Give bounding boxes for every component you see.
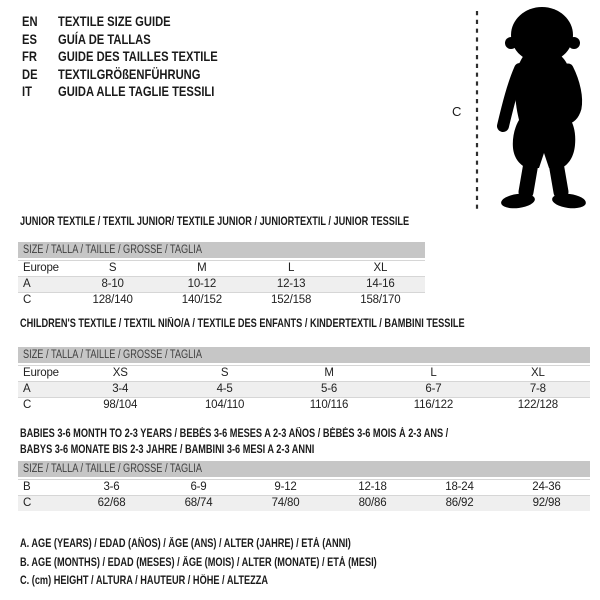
guide-title-fr: GUIDE DES TAILLES TEXTILE <box>58 48 218 64</box>
size-header-text: SIZE / TALLA / TAILLE / GRÖSSE / TAGLIA <box>23 244 202 256</box>
row-label: C <box>23 497 32 509</box>
row-label: A <box>23 383 31 395</box>
table-cell: 24-36 <box>532 481 561 493</box>
table-row <box>18 276 425 292</box>
language-row <box>22 48 218 66</box>
table-cell: 152/158 <box>271 294 312 306</box>
table-cell: 12-13 <box>276 278 306 290</box>
table-cell: 7-8 <box>529 383 546 395</box>
table-cell: 5-6 <box>321 383 338 395</box>
size-header-bar <box>18 242 425 258</box>
table-cell: 6-9 <box>190 481 207 493</box>
language-code: EN <box>22 13 38 29</box>
table-cell: S <box>220 367 229 379</box>
row-label: Europe <box>23 367 59 379</box>
baby-figure-svg <box>440 3 598 215</box>
guide-title-it: GUIDA ALLE TAGLIE TESSILI <box>58 83 215 99</box>
table-row <box>18 365 590 381</box>
section-babies-textile <box>18 426 590 511</box>
table-cell: 14-16 <box>366 278 395 290</box>
table-cell: 3-6 <box>103 481 120 493</box>
section-childrens-textile <box>18 317 590 413</box>
baby-silhouette-icon <box>500 7 586 210</box>
table-cell: 104/110 <box>204 399 245 411</box>
baby-figure <box>440 3 598 215</box>
table-row <box>18 397 590 413</box>
size-header-text: SIZE / TALLA / TAILLE / GRÖSSE / TAGLIA <box>23 349 202 361</box>
guide-title-de: TEXTILGRÖßENFÜHRUNG <box>58 65 201 82</box>
table-cell: XL <box>530 367 545 379</box>
footnote-a-age-years: A. AGE (YEARS) / EDAD (AÑOS) / ÂGE (ANS) / ALTER (JAHRE) / ETÀ (ANNI) <box>20 538 351 550</box>
footnote-b-age-months: B. AGE (MONTHS) / EDAD (MESES) / ÂGE (MOIS) / ALTER (MONATE) / ETÀ (MESI) <box>20 556 377 569</box>
babies-size-table <box>18 461 590 511</box>
table-row <box>18 381 590 397</box>
table-row <box>18 292 425 308</box>
table-cell: 3-4 <box>112 383 129 395</box>
table-cell: M <box>324 367 334 379</box>
footnote-c-height: C. (cm) HEIGHT / ALTURA / HAUTEUR / HÖHE / ALTEZZA <box>20 575 269 587</box>
section-junior-textile <box>18 215 506 308</box>
language-row <box>22 31 218 49</box>
size-header-bar <box>18 347 590 363</box>
table-cell: S <box>108 262 117 274</box>
guide-title-es: GUÍA DE TALLAS <box>58 30 151 47</box>
table-cell: 80/86 <box>358 497 387 509</box>
table-cell: L <box>288 262 295 274</box>
table-cell: 92/98 <box>532 497 561 509</box>
language-code: DE <box>22 65 38 82</box>
table-cell: 10-12 <box>187 278 217 290</box>
language-row <box>22 66 218 84</box>
row-label: C <box>23 294 32 306</box>
table-cell: XL <box>373 262 388 274</box>
row-label: C <box>23 399 32 411</box>
measure-label-c: C <box>452 104 462 119</box>
language-row <box>22 83 218 101</box>
section-title-line: CHILDREN'S TEXTILE / TEXTIL NIÑO/A / TEXTILE DES ENFANTS / KINDERTEXTIL / BAMBINI TESSILE <box>20 318 465 330</box>
language-code: FR <box>22 48 37 64</box>
table-cell: 158/170 <box>360 294 401 306</box>
table-cell: 68/74 <box>184 497 213 509</box>
table-cell: 140/152 <box>181 294 222 306</box>
table-cell: M <box>197 262 207 274</box>
table-cell: 12-18 <box>358 481 387 493</box>
language-code: IT <box>22 83 32 99</box>
section-title <box>18 426 590 458</box>
table-cell: 86/92 <box>445 497 474 509</box>
table-cell: 6-7 <box>425 383 442 395</box>
section-title-line: BABIES 3-6 MONTH TO 2-3 YEARS / BEBÉS 3-6 MESES A 2-3 AÑOS / BÉBÉS 3-6 MOIS À 2-3 ANS / <box>20 428 449 440</box>
table-row <box>18 479 590 495</box>
table-cell: 8-10 <box>101 278 124 290</box>
section-title-line: BABYS 3-6 MONATE BIS 2-3 JAHRE / BAMBINI 3-6 MESI A 2-3 ANNI <box>20 444 315 456</box>
table-cell: XS <box>112 367 128 379</box>
section-title-line: JUNIOR TEXTILE / TEXTIL JUNIOR/ TEXTILE JUNIOR / JUNIORTEXTIL / JUNIOR TESSILE <box>20 216 410 228</box>
table-cell: 18-24 <box>445 481 474 493</box>
footnotes <box>20 535 466 591</box>
table-cell: 62/68 <box>97 497 126 509</box>
language-code: ES <box>22 30 37 47</box>
row-label: A <box>23 278 31 290</box>
table-cell: L <box>430 367 437 379</box>
table-cell: 98/104 <box>103 399 138 411</box>
table-cell: 116/122 <box>413 399 454 411</box>
junior-size-table <box>18 242 425 308</box>
table-cell: 9-12 <box>274 481 297 493</box>
table-row <box>18 495 590 511</box>
size-header-bar <box>18 461 590 477</box>
table-cell: 110/116 <box>309 399 349 411</box>
table-row <box>18 260 425 276</box>
row-label: B <box>23 481 31 493</box>
section-title <box>18 215 506 230</box>
table-cell: 122/128 <box>517 399 558 411</box>
table-cell: 4-5 <box>216 383 233 395</box>
table-cell: 74/80 <box>271 497 300 509</box>
section-title <box>18 317 590 332</box>
guide-title-en: TEXTILE SIZE GUIDE <box>58 13 171 29</box>
row-label: Europe <box>23 262 59 274</box>
childrens-size-table <box>18 347 590 413</box>
table-cell: 128/140 <box>92 294 133 306</box>
size-header-text: SIZE / TALLA / TAILLE / GRÖSSE / TAGLIA <box>23 463 202 475</box>
language-row <box>22 13 218 31</box>
language-guide-list <box>22 13 267 101</box>
